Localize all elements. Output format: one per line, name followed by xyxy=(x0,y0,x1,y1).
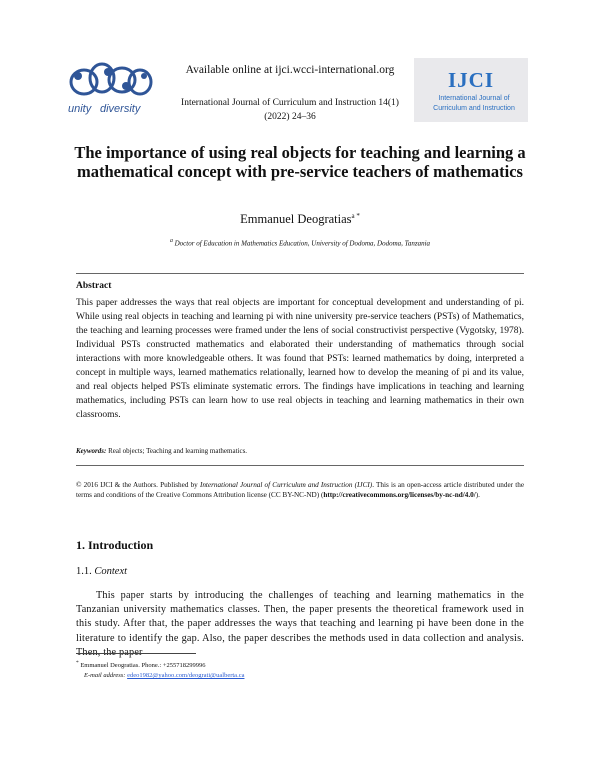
footnote-mark: * xyxy=(76,660,79,666)
journal-header xyxy=(160,60,420,124)
author-line xyxy=(0,212,600,227)
ijci-logo-box xyxy=(414,58,528,122)
affiliation xyxy=(0,238,600,247)
divider-top xyxy=(76,273,524,274)
footnote xyxy=(76,658,524,681)
abstract-heading: Abstract xyxy=(76,281,112,291)
keywords-label: Keywords: xyxy=(76,447,107,455)
license-url[interactable]: http://creativecommons.org/licenses/by-nc-nd/4.0/ xyxy=(323,491,476,499)
journal-pages: (2022) 24–36 xyxy=(264,112,316,122)
author-mark: a * xyxy=(351,212,360,220)
journal-citation: International Journal of Curriculum and Instruction 14(1) xyxy=(181,98,399,108)
logo-text-diversity: diversity xyxy=(100,103,141,115)
subsection-number: 1.1. xyxy=(76,566,92,577)
unity-diversity-logo xyxy=(64,52,162,120)
logo-text-unity: unity xyxy=(68,103,92,115)
license-text xyxy=(76,480,524,500)
introduction-body: This paper starts by introducing the challenges of teaching and learning mathematics in the Tanzanian university mathematics classes. Then, the paper presents the theoretical framework used in this study. After that, the paper addresses the ways that teaching and learning pi have been done in the literature to identify the gap. Also, the paper describes the methods used in data collection and analysis. Then, the paper xyxy=(76,590,524,658)
affiliation-text: Doctor of Education in Mathematics Education, University of Dodoma, Dodoma, Tanzania xyxy=(174,239,431,248)
divider-bottom xyxy=(76,465,524,466)
footnote-email-label: E-mail address: xyxy=(84,672,126,680)
footnote-rule xyxy=(76,653,196,654)
abstract-body: This paper addresses the ways that real objects are important for conceptual development and understanding of pi. While using real objects in teaching and learning pi with nine university pre-service teachers (PSTs) of Mathematics, the teaching and learning processes were framed under the lens of social constructivist perspective (Vygotsky, 1978). Individual PSTs constructed mathematics and elaborated their understanding of mathematics through social interactions with more knowledgeable others. It was found that PSTs: learned mathematics by doing, interpreted a concept in multiple ways, learned mathematics relationally, learned how to develop the meaning of pi and its value, and real objects helped PSTs eliminate systematic errors. The findings have implications in teaching and learning mathematics, including PSTs can learn how to use real objects in teaching and learning mathematics in their own classrooms. xyxy=(76,298,524,420)
footnote-email-link[interactable]: edeo1982@yahoo.com/deograti@ualberta.ca xyxy=(127,672,245,680)
keywords-text: Real objects; Teaching and learning mathematics. xyxy=(108,447,248,455)
license-part3: ). xyxy=(475,491,480,499)
available-online-text: Available online at ijci.wcci-international.org xyxy=(185,64,395,76)
subsection-title: Context xyxy=(94,566,128,577)
keywords-line xyxy=(76,447,524,455)
license-part2: . This is an open-access article distributed under the terms and conditions of the Creative Commons Attribution license (CC BY-NC-ND) ( xyxy=(76,481,525,499)
license-part1: © 2016 IJCI & the Authors. Published by xyxy=(76,481,200,489)
section-introduction-heading: 1. Introduction xyxy=(76,538,154,552)
ijci-title: IJCI xyxy=(447,68,494,92)
paper-title: The importance of using real objects for teaching and learning a mathematical concept with pre-service teachers of mathematics xyxy=(74,143,526,181)
footnote-text: Emmanuel Deogratias. Phone.: +255718299996 xyxy=(80,662,206,670)
affiliation-mark: a xyxy=(169,238,173,244)
license-journal: International Journal of Curriculum and Instruction (IJCI) xyxy=(199,481,373,489)
author-name: Emmanuel Deogratias xyxy=(240,212,352,227)
ijci-subtitle: International Journal of Curriculum and Instruction xyxy=(433,95,515,112)
subsection-heading xyxy=(76,566,127,577)
